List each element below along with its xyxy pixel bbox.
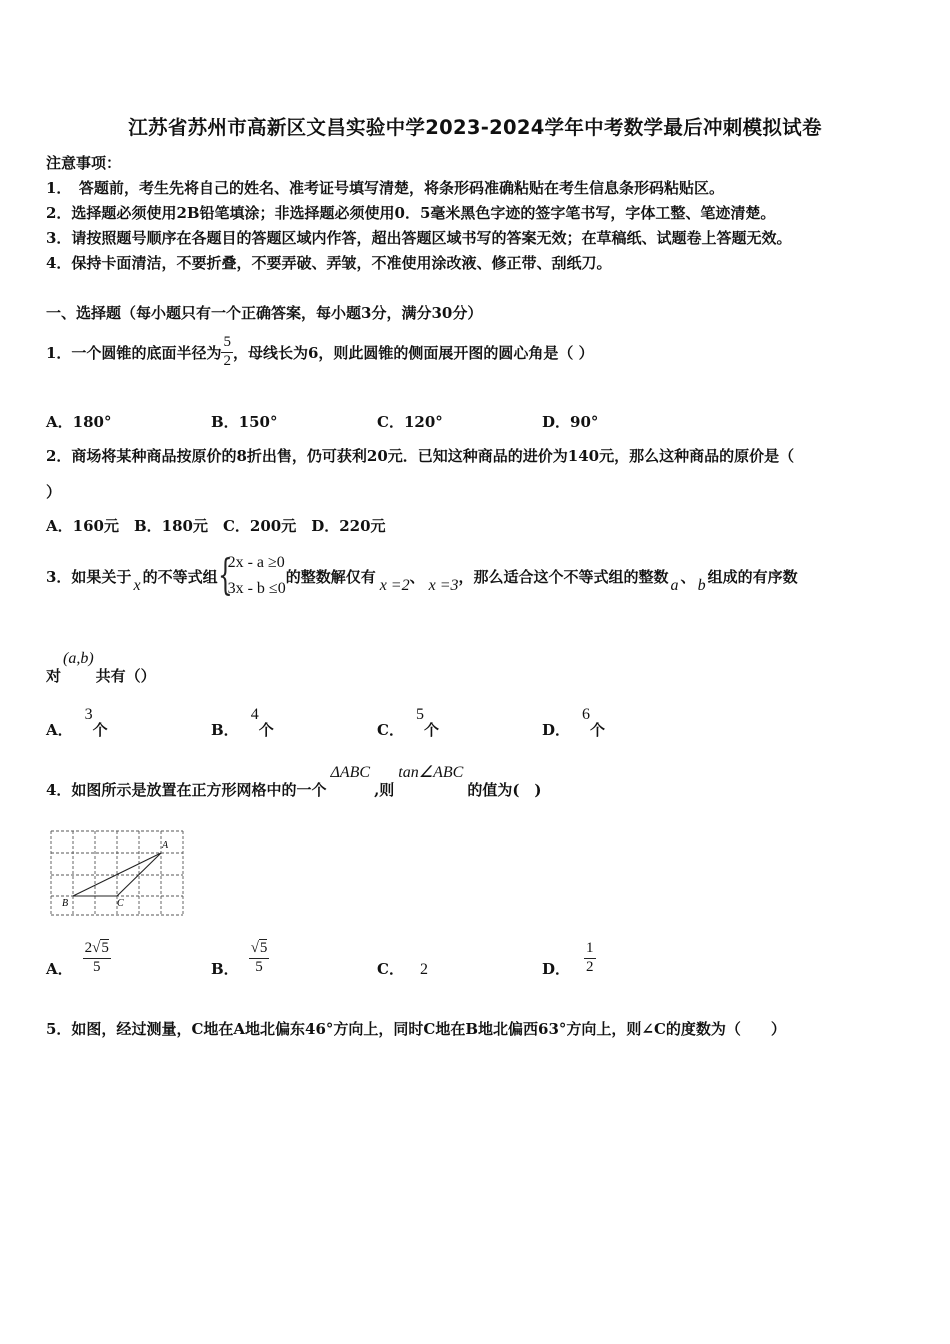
q1-option-b: B．150° <box>211 413 278 431</box>
page-title: 江苏省苏州市高新区文昌实验中学2023-2024学年中考数学最后冲刺模拟试卷 <box>128 116 822 139</box>
q3-option-c-letter: C． <box>377 721 404 739</box>
q3-text-5: 组成的有序数 <box>707 567 798 586</box>
q3-option-c-num: 5 <box>415 706 424 723</box>
section-heading: 一、选择题（每小题只有一个正确答案，每小题3分，满分30分） <box>46 304 483 322</box>
q3-option-d-unit: 个 <box>590 721 606 739</box>
q3-option-d <box>542 706 605 740</box>
q4-option-b <box>211 934 269 982</box>
question-4 <box>46 764 542 800</box>
q4-option-a <box>46 934 111 982</box>
q4-option-a-letter: A． <box>46 959 73 978</box>
q2-line-2: ） <box>46 483 62 501</box>
q3-option-b-unit: 个 <box>258 721 274 739</box>
notice-item-1: 1． 答题前，考生先将自己的姓名、准考证号填写清楚，将条形码准确粘贴在考生信息条形码粘贴区。 <box>46 179 724 197</box>
q4-text-1: 4．如图所示是放置在正方形网格中的一个 <box>46 781 327 799</box>
q3-option-c <box>377 706 439 740</box>
q4-option-a-fraction <box>83 940 111 976</box>
q3-var-x: x <box>133 577 141 594</box>
q4-option-b-letter: B． <box>211 959 239 978</box>
q3-ordered-pair: (a,b) <box>63 650 94 667</box>
q3-line-2 <box>46 646 156 686</box>
q3-text-7: 共有（） <box>95 667 156 685</box>
q3-text-6: 对 <box>46 667 62 685</box>
q4-tan: tan∠ABC <box>398 764 464 781</box>
q3-option-d-letter: D． <box>542 721 571 739</box>
q4-option-b-fraction <box>249 940 270 976</box>
q3-var-b: b <box>697 577 706 594</box>
notice-item-2: 2．选择题必须使用2B铅笔填涂；非选择题必须使用0．5毫米黑色字迹的签字笔书写，字体工整、笔迹清楚。 <box>46 204 776 222</box>
q1-frac-den: 2 <box>223 352 231 369</box>
q4-grid-figure <box>48 826 188 920</box>
q4-triangle: ΔABC <box>330 764 371 781</box>
q3-solution-2: x =3 <box>428 577 459 594</box>
q3-sep-1: 、 <box>409 567 425 586</box>
q1-fraction <box>221 334 233 370</box>
notice-item-4: 4．保持卡面清洁，不要折叠，不要弄破、弄皱，不准使用涂改液、修正带、刮纸刀。 <box>46 254 612 272</box>
sqrt-icon: √ <box>250 940 259 957</box>
q4-option-d-fraction <box>584 940 596 976</box>
q2-line-1: 2．商场将某种商品按原价的8折出售，仍可获利20元．已知这种商品的进价为140元，那么这种商品的原价是（ <box>46 447 795 465</box>
label-c: C <box>117 898 124 909</box>
q3-option-a <box>46 706 108 740</box>
sqrt-icon: √ <box>92 940 101 957</box>
q1-option-c: C．120° <box>377 413 443 431</box>
brace-icon: { <box>217 550 233 599</box>
q3-text-3: 的整数解仅有 <box>285 567 376 586</box>
question-3 <box>46 546 798 606</box>
q4-option-d-num: 1 <box>584 940 596 958</box>
q1-option-a: A．180° <box>46 413 112 431</box>
q3-text-1: 3．如果关于 <box>46 567 132 586</box>
q3-option-b-letter: B． <box>211 721 239 739</box>
q3-option-b-num: 4 <box>250 706 259 723</box>
q4-text-3: 的值为( ) <box>467 781 542 799</box>
q4-option-b-den: 5 <box>255 958 263 975</box>
q3-text-2: 的不等式组 <box>142 567 218 586</box>
notice-heading: 注意事项： <box>46 154 122 172</box>
q1-text-post: ，母线长为6，则此圆锥的侧面展开图的圆心角是（ ） <box>232 343 594 362</box>
q4-option-c-value: 2 <box>419 961 428 978</box>
q3-option-a-letter: A． <box>46 721 73 739</box>
q3-option-a-num: 3 <box>84 706 93 723</box>
label-a: A <box>162 840 169 851</box>
q3-ineq-1: 2x - a ≥0 <box>227 554 285 571</box>
q3-var-a: a <box>670 577 679 594</box>
q1-frac-num: 5 <box>221 334 233 352</box>
question-5: 5．如图，经过测量，C地在A地北偏东46°方向上，同时C地在B地北偏西63°方向上，则∠C的度数为（ ） <box>46 1020 786 1038</box>
q4-option-c <box>377 934 428 982</box>
question-1 <box>46 327 594 377</box>
q4-option-b-radicand: 5 <box>259 940 268 957</box>
q4-option-c-letter: C． <box>377 959 404 978</box>
q2-options: A．160元 B．180元 C．200元 D．220元 <box>46 517 386 535</box>
q1-text-pre: 1．一个圆锥的底面半径为 <box>46 343 222 362</box>
q3-option-a-unit: 个 <box>92 721 108 739</box>
q4-option-d <box>542 934 596 982</box>
q3-ineq-2: 3x - b ≤0 <box>227 580 286 597</box>
q4-option-d-letter: D． <box>542 959 571 978</box>
q4-option-a-den: 5 <box>93 958 101 975</box>
q3-sep-2: 、 <box>680 567 696 586</box>
q3-option-b <box>211 706 274 740</box>
q4-option-a-coef: 2 <box>84 940 93 957</box>
q4-option-a-radicand: 5 <box>101 940 109 957</box>
notice-item-3: 3．请按照题号顺序在各题目的答题区域内作答，超出答题区域书写的答案无效；在草稿纸、试题卷上答题无效。 <box>46 229 792 247</box>
q1-option-d: D．90° <box>542 413 599 431</box>
triangle-abc <box>73 853 161 896</box>
label-b: B <box>62 898 69 909</box>
q4-option-b-num <box>249 940 270 958</box>
q3-option-d-num: 6 <box>582 706 591 723</box>
q3-text-4: ，那么适合这个不等式组的整数 <box>458 567 669 586</box>
q4-option-d-den: 2 <box>586 958 594 975</box>
q4-text-2: ,则 <box>374 781 395 799</box>
q3-option-c-unit: 个 <box>423 721 439 739</box>
q3-inequality-system <box>218 550 286 602</box>
q4-option-a-num <box>83 940 111 958</box>
q3-solution-1: x =2 <box>379 577 410 594</box>
